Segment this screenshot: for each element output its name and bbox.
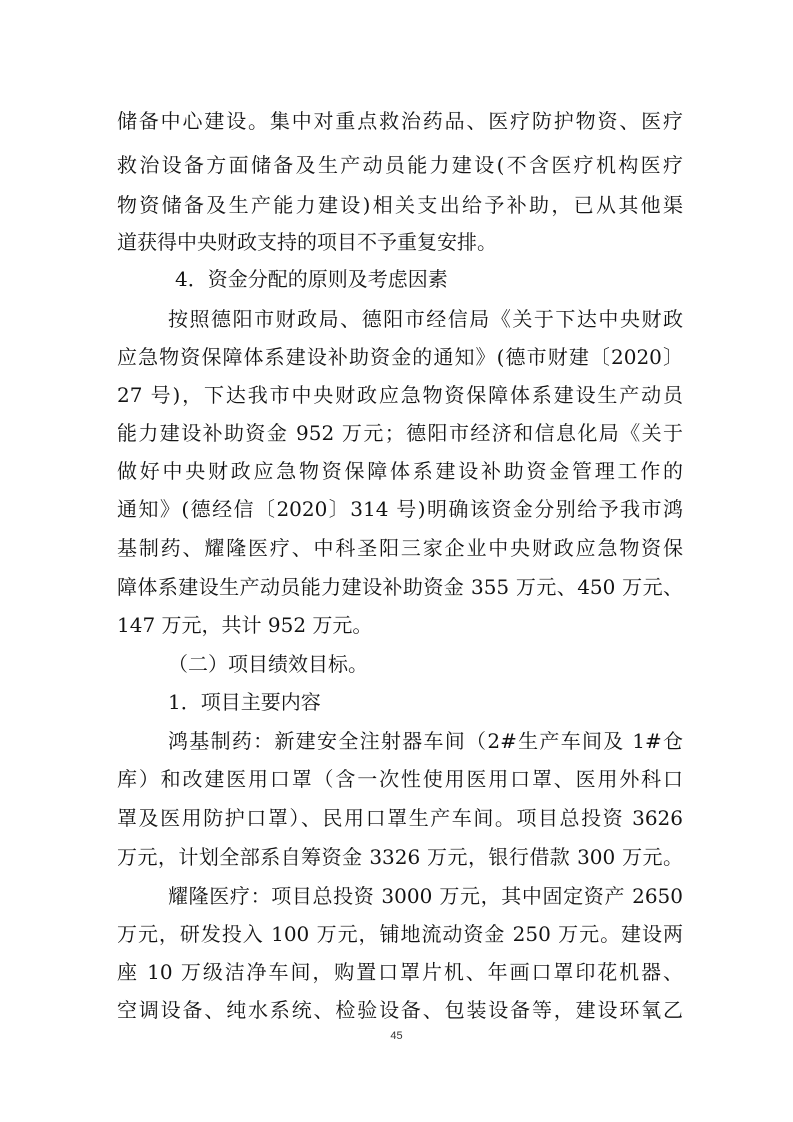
text-line: 空调设备、纯水系统、检验设备、包装设备等，建设环氧乙 <box>117 998 683 1022</box>
text-line: 道获得中央财政支持的项目不予重复安排。 <box>117 230 497 254</box>
text-line: 罩及医用防护口罩）、民用口罩生产车间。项目总投资 3626 <box>117 806 683 830</box>
text-line: 按照德阳市财政局、德阳市经信局《关于下达中央财政 <box>168 307 683 331</box>
text-line: 救治设备方面储备及生产动员能力建设(不含医疗机构医疗 <box>117 153 683 177</box>
text-line: 耀隆医疗：项目总投资 3000 万元，其中固定资产 2650 <box>168 884 683 908</box>
text-line: 万元，研发投入 100 万元，铺地流动资金 250 万元。建设两 <box>117 922 683 946</box>
text-line: 基制药、耀隆医疗、中科圣阳三家企业中央财政应急物资保 <box>117 536 683 560</box>
text-line: 万元，计划全部系自筹资金 3326 万元，银行借款 300 万元。 <box>117 845 683 869</box>
text-line: 147 万元，共计 952 万元。 <box>117 613 373 637</box>
section-heading: 4．资金分配的原则及考虑因素 <box>175 267 448 291</box>
text-line: 库）和改建医用口罩（含一次性使用医用口罩、医用外科口 <box>117 767 683 791</box>
text-line: 通知》(德经信〔2020〕314 号)明确该资金分别给予我市鸿 <box>117 497 683 521</box>
text-line: 能力建设补助资金 952 万元；德阳市经济和信息化局《关于 <box>117 421 683 445</box>
section-heading: （二）项目绩效目标。 <box>168 652 368 676</box>
text-line: 鸿基制药：新建安全注射器车间（2#生产车间及 1#仓 <box>168 729 683 753</box>
text-line: 储备中心建设。集中对重点救治药品、医疗防护物资、医疗 <box>117 109 683 133</box>
text-line: 应急物资保障体系建设补助资金的通知》(德市财建〔2020〕 <box>117 345 683 369</box>
text-line: 做好中央财政应急物资保障体系建设补助资金管理工作的 <box>117 459 683 483</box>
text-line: 27 号)，下达我市中央财政应急物资保障体系建设生产动员 <box>117 383 683 407</box>
page-number: 45 <box>390 1030 403 1042</box>
text-line: 物资储备及生产能力建设)相关支出给予补助，已从其他渠 <box>117 193 683 217</box>
subsection-heading: 1．项目主要内容 <box>168 690 321 714</box>
text-line: 障体系建设生产动员能力建设补助资金 355 万元、450 万元、 <box>117 575 683 599</box>
text-line: 座 10 万级洁净车间，购置口罩片机、年画口罩印花机器、 <box>117 960 683 984</box>
